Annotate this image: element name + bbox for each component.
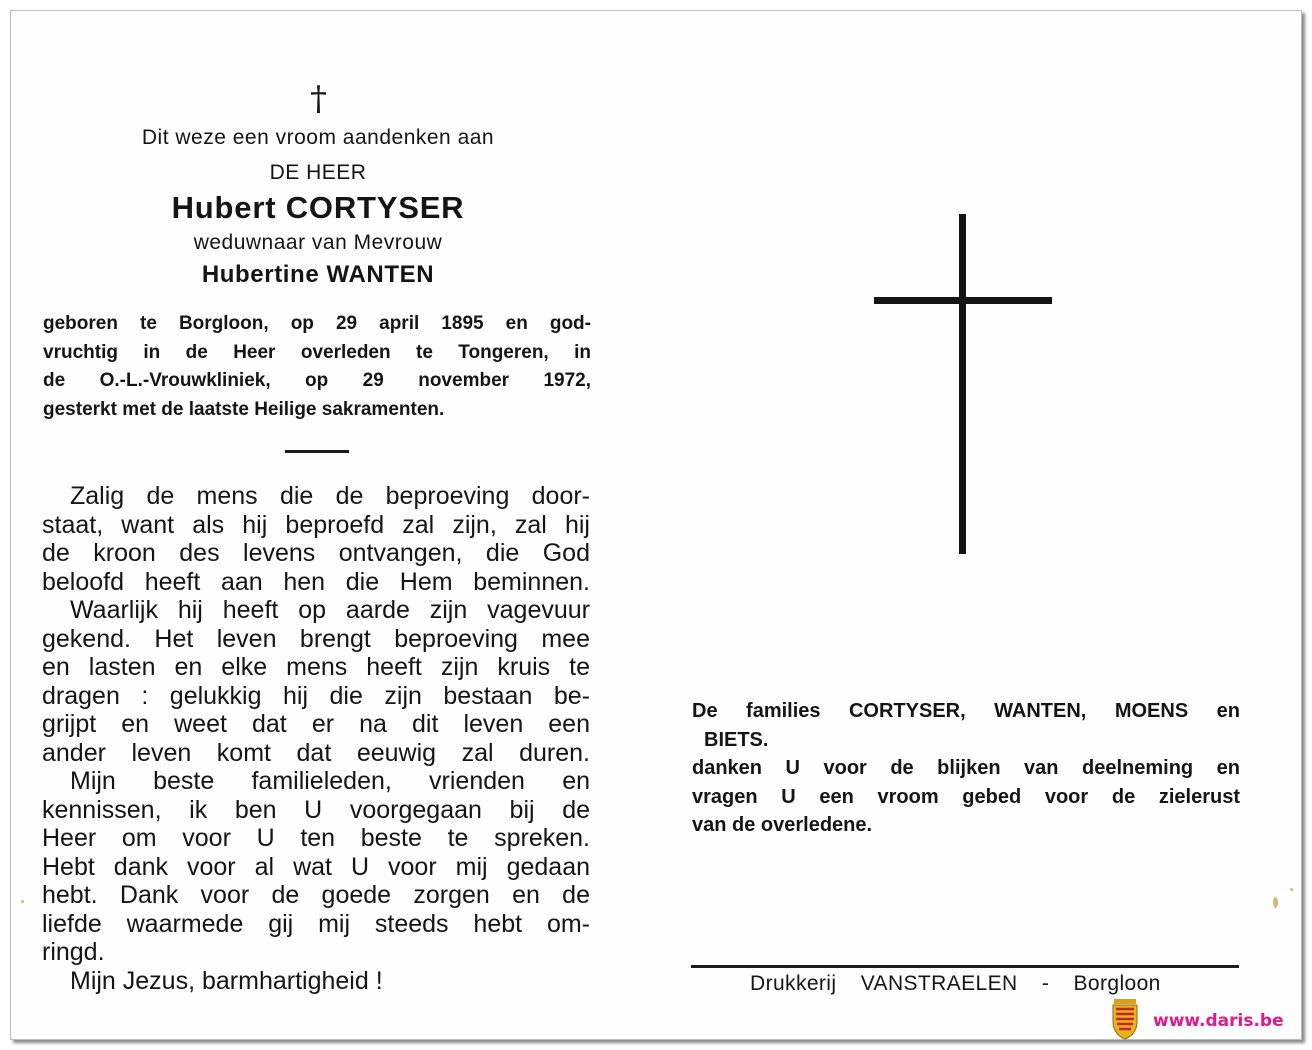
small-cross-icon: † <box>310 79 327 119</box>
intro-line: Dit weze een vroom aandenken aan <box>141 126 495 149</box>
verse-line: staat, want als hij beproefd zal zijn, zal hij <box>42 510 590 539</box>
thanks-line: BIETS. <box>704 728 769 751</box>
printer-place: Borgloon <box>1073 972 1161 995</box>
relation-line: weduwnaar van Mevrouw <box>193 231 443 254</box>
thanks-line: danken U voor de blijken van deelneming en <box>692 757 1240 779</box>
thanks-line: De families CORTYSER, WANTEN, MOENS en <box>692 700 1240 722</box>
crest-icon <box>1110 998 1140 1040</box>
verse-line: dragen : gelukkig hij die zijn bestaan be- <box>42 681 590 710</box>
biography <box>43 310 591 424</box>
deceased-name: Hubert CORTYSER <box>171 190 465 225</box>
honorific-title: DE HEER <box>269 161 367 184</box>
paper-speck <box>1290 888 1293 891</box>
verse-line: ringd. <box>42 938 105 966</box>
verse-line: liefde waarmede gij mij steeds hebt om- <box>42 909 590 938</box>
printer-company: VANSTRAELEN <box>860 972 1018 995</box>
printer-separator: - <box>1041 972 1050 995</box>
verse-line: ander leven komt dat eeuwig zal duren. <box>42 738 590 767</box>
biography-line: vruchtig in de Heer overleden te Tongeren, in <box>43 341 591 363</box>
printer-label: Drukkerij <box>750 972 837 995</box>
thanks-line: van de overledene. <box>692 814 873 836</box>
cross-horizontal-bar <box>874 297 1052 304</box>
paper-speck <box>1273 897 1278 908</box>
verse-line: Zalig de mens die de beproeving door- <box>70 482 590 510</box>
watermark-site: www.daris.be <box>1153 1011 1284 1031</box>
biography-line: geboren te Borgloon, op 29 april 1895 en god- <box>43 313 591 334</box>
paper-speck <box>21 900 24 903</box>
verse-line: Mijn beste familieleden, vrienden en <box>70 767 590 795</box>
spouse-name: Hubertine WANTEN <box>201 261 435 288</box>
biography-line: de O.-L.-Vrouwkliniek, op 29 november 1972, <box>43 370 591 391</box>
watermark <box>1110 996 1302 1042</box>
verse-text <box>42 482 590 995</box>
verse-line: Hebt dank voor al wat U voor mij gedaan <box>42 852 590 881</box>
verse-line: grijpt en weet dat er na dit leven een <box>42 710 590 738</box>
verse-line: Heer om voor U ten beste te spreken. <box>42 824 590 852</box>
family-thanks <box>692 697 1240 840</box>
cross-vertical-bar <box>959 214 966 554</box>
thanks-line: vragen U een vroom gebed voor de zielerust <box>692 785 1240 808</box>
printer-divider <box>691 965 1239 968</box>
verse-line: Waarlijk hij heeft op aarde zijn vagevuur <box>70 596 590 624</box>
verse-line: kennissen, ik ben U voorgegaan bij de <box>42 795 590 824</box>
divider <box>285 450 349 453</box>
verse-line: beloofd heeft aan hen die Hem beminnen. <box>42 567 590 596</box>
verse-line: hebt. Dank voor de goede zorgen en de <box>42 881 590 909</box>
verse-line: Mijn Jezus, barmhartigheid ! <box>70 966 383 995</box>
biography-line: gesterkt met de laatste Heilige sakramenten. <box>43 398 445 420</box>
verse-line: gekend. Het leven brengt beproeving mee <box>42 624 590 653</box>
verse-line: en lasten en elke mens heeft zijn kruis te <box>42 653 590 681</box>
verse-line: de kroon des levens ontvangen, die God <box>42 539 590 567</box>
printer-credit <box>750 972 1190 996</box>
large-cross-icon <box>874 214 1052 554</box>
